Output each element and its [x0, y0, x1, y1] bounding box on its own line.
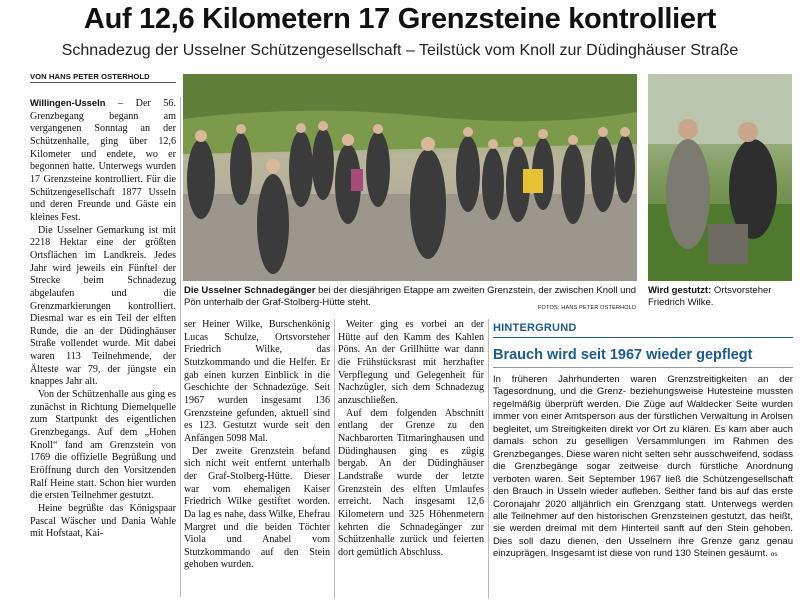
- main-caption-lead: Die Usselner Schnadegänger: [184, 285, 316, 296]
- article-column-2: [184, 319, 330, 572]
- sidebar-body: [493, 374, 793, 562]
- column-divider: [488, 319, 489, 599]
- article-column-1: [30, 97, 176, 541]
- column-divider: [180, 97, 181, 597]
- sidebar-label: HINTERGRUND: [493, 322, 577, 334]
- paragraph-2: Die Usselner Gemarkung ist mit 2218 Hektar eine der größten Ortsflächen im Landkreis. Jedes Jahr wird jeweils ein Fünftel der Strecke beim Schnadezug abgelaufen und die Grenzmarkierungen kontrolliert. Diesmal war es ein Teil der elften Runde, die an der Düdinghäuser Straße vollendet wurde. Mit dabei waren 113 Teilnehmende, der Älteste war 79, der jüngste ein knappes Jahr alt.: [30, 224, 176, 388]
- side-caption-text: Ortsvorsteher Friedrich Wilke.: [648, 285, 772, 308]
- sidebar-rule: [493, 337, 793, 338]
- author-signature: os: [770, 551, 778, 559]
- side-photo-caption: [648, 285, 792, 309]
- paragraph-7: Weiter ging es vorbei an der Hütte auf den Kamm des Kahlen Pöns. An der Grillhütte war dann die Frühstücksrast mit herzhafter Verpflegung und Gelegenheit für Nachzügler, sich dem Schnadezug anzuschließen.: [338, 319, 484, 406]
- paragraph-6: Der zweite Grenzstein befand sich nicht weit entfernt unterhalb der Graf-Stolberg-Hütte. Dieser war vom ehemaligen Kaiser Friedrich Wilke gestiftet worden. Da lag es nahe, dass Wilke, Ehefrau Margret und die beiden Töchter Viola und Anabel vom Stutzkommando auf den Stein gehoben wurden.: [184, 445, 330, 571]
- paragraph-8: Auf dem folgenden Abschnitt entlang der Grenze zu den Nachbarorten Titmaringhausen und Düdinghausen ging es zügig bergab. An der Düdinghäuser Landstraße wurde der letzte Grenzstein des elften Umlaufes erreicht. Nach insgesamt 12,6 Kilometern und 325 Höhenmetern kehrten die Schnadegänger zur Schützenhalle zurück und feierten dort gemütlich Abschluss.: [338, 407, 484, 558]
- sidebar-text: In früheren Jahrhunderten waren Grenzstreitigkeiten an der Tagesordnung, und die Grenz- beziehungsweise Hutesteine mussten regelmäßig überprüft werden. Die Züge auf Waldecker Seite wurden immer von einer Amtsperson aus der fürstlichen Verwaltung in Arolsen begleitet, um Streitigkeiten direkt vor Ort zu klären. Es kam aber auch damals schon zu geselligen Versammlungen im Rahmen des Grenzbeganges. Diese waren nicht selten sehr ausschweifend, sodass die Grenzbegänge sogar zeitweise durch fürstliche Anordnung verboten waren. Seit September 1967 ließ die Schützengesellschaft den Brauch in Usseln wieder aufleben. Seither fand bis auf das erste Coronajahr 2020 alljährlich ein Grenzgang statt. Unterwegs werden alle Teilnehmer auf den historischen Grenzsteinen gestutzt, das heißt, sie werden dreimal mit dem Hinterteil sanft auf den Stein gehoben. Dies soll dazu dienen, den Usselnern ihre Grenze ganz genau einzuprägen. Insgesamt ist diese von rund 130 Steinen gesäumt.: [493, 374, 793, 560]
- headline: Auf 12,6 Kilometern 17 Grenzsteine kontrolliert: [83, 3, 717, 35]
- paragraph-5: ser Heiner Wilke, Burschenkönig Lucas Schulze, Ortsvorsteher Friedrich Wilke, das Stutzkommando und die Helfer. Er gab einen kurzen Einblick in die Geschichte der Schnadezüge. Seit 1967 wurden insgesamt 136 Grenzsteine gefunden, aktuell sind es 123. Gestutzt wurde seit den Anfängen 5098 Mal.: [184, 319, 330, 444]
- paragraph-3: Von der Schützenhalle aus ging es zunächst in Richtung Diemelquelle zum Startpunkt des eigentlichen Grenzbegangs. Auf dem „Hohen Knoll“ fand am Grenzstein von 1769 die offizielle Begrüßung und Eröffnung durch den Vorsitzenden Ralf Heine statt. Schon hier wurden die ersten Teilnehmer gestutzt.: [30, 389, 177, 502]
- paragraph-1: [30, 97, 176, 225]
- side-photo-illustration: [648, 74, 792, 281]
- photo-credit: FOTOS: HANS PETER OSTERHOLD: [538, 305, 637, 311]
- byline: VON HANS PETER OSTERHOLD: [30, 72, 176, 83]
- sidebar-rule: [493, 367, 793, 368]
- dateline: Willingen-Usseln: [30, 97, 106, 108]
- paragraph-4: Heine begrüßte das Königspaar Pascal Wäscher und Dania Wahle mit Hofstaat, Kai-: [30, 503, 176, 540]
- side-photo: [648, 74, 792, 281]
- article-column-3: [338, 319, 484, 559]
- sidebar-heading: Brauch wird seit 1967 wieder gepflegt: [493, 347, 753, 363]
- main-photo: [183, 74, 637, 281]
- paragraph-1-text: – Der 56. Grenzbegang begann am vergangenen Sonntag an der Schützenhalle, ging über 12,6 Kilometer und endete, wo er begonnen hatte. Unterwegs wurden 17 Grenzsteine kontrolliert. Für die Schützengesellschaft 1877 Usseln und deren Freunde und Gäste ein kleines Fest.: [30, 98, 176, 223]
- side-caption-lead: Wird gestutzt:: [648, 285, 712, 296]
- main-caption-text: bei der diesjährigen Etappe am zweiten Grenzstein, der zwischen Knoll und Pön unterhalb der Graf-Stolberg-Hütte steht.: [184, 285, 637, 308]
- column-divider: [334, 319, 335, 599]
- main-photo-illustration: [183, 74, 637, 281]
- subheadline: Schnadezug der Usselner Schützengesellschaft – Teilstück vom Knoll zur Düdinghäuser Straße: [61, 42, 739, 59]
